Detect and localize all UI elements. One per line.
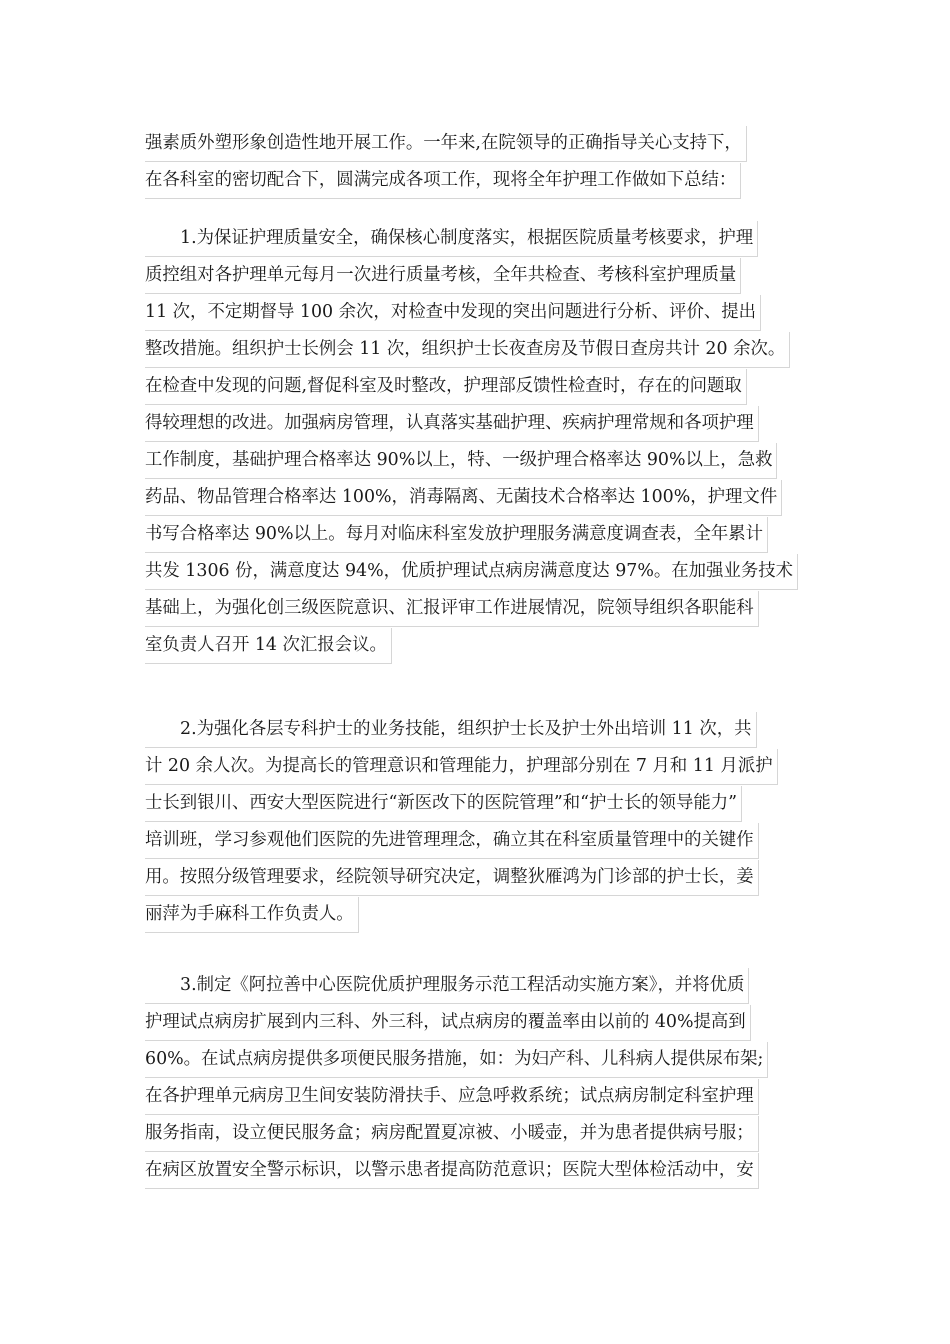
text-line-content: 培训班，学习参观他们医院的先进管理理念，确立其在科室质量管理中的关键作 — [145, 823, 759, 859]
text-line — [145, 1041, 768, 1078]
text-line-content: 在各科室的密切配合下，圆满完成各项工作，现将全年护理工作做如下总结： — [145, 163, 741, 199]
text-line-content: 室负责人召开 14 次汇报会议。 — [145, 628, 392, 664]
text-line-content: 士长到银川、西安大型医院进行“新医改下的医院管理”和“护士长的领导能力” — [145, 786, 742, 822]
text-line-content: 护理试点病房扩展到内三科、外三科，试点病房的覆盖率由以前的 40%提高到 — [145, 1005, 751, 1041]
text-line — [145, 748, 778, 785]
text-line — [145, 785, 778, 822]
text-line-content: 计 20 余人次。为提高长的管理意识和管理能力，护理部分别在 7 月和 11 月派护 — [145, 749, 778, 785]
text-line — [145, 479, 798, 516]
text-line — [145, 1004, 768, 1041]
text-line — [145, 257, 798, 294]
text-line — [145, 1115, 768, 1152]
text-line — [145, 294, 798, 331]
text-line — [145, 896, 778, 933]
text-line-content: 3.制定《阿拉善中心医院优质护理服务示范工程活动实施方案》，并将优质 — [145, 968, 749, 1004]
text-line — [145, 859, 778, 896]
text-line — [145, 442, 798, 479]
text-line-content: 在各护理单元病房卫生间安装防滑扶手、应急呼救系统；试点病房制定科室护理 — [145, 1079, 759, 1115]
text-line-content: 60%。在试点病房提供多项便民服务措施，如：为妇产科、儿科病人提供尿布架; — [145, 1042, 768, 1078]
text-line-content: 工作制度，基础护理合格率达 90%以上，特、一级护理合格率达 90%以上，急救 — [145, 443, 777, 479]
text-line-content: 整改措施。组织护士长例会 11 次，组织护士长夜查房及节假日查房共计 20 余次。 — [145, 332, 790, 368]
text-line — [145, 331, 798, 368]
text-line — [145, 1152, 768, 1189]
text-line-content: 基础上，为强化创三级医院意识、汇报评审工作进展情况，院领导组织各职能科 — [145, 591, 759, 627]
section-3-paragraph — [145, 967, 768, 1189]
text-line — [145, 590, 798, 627]
text-line-content: 服务指南，设立便民服务盒；病房配置夏凉被、小暖壶，并为患者提供病号服； — [145, 1116, 759, 1152]
text-line-content: 用。按照分级管理要求，经院领导研究决定，调整狄雁鸿为门诊部的护士长，姜 — [145, 860, 759, 896]
text-line-content: 1.为保证护理质量安全，确保核心制度落实，根据医院质量考核要求，护理 — [145, 221, 758, 257]
text-line — [145, 1078, 768, 1115]
text-line-content: 药品、物品管理合格率达 100%，消毒隔离、无菌技术合格率达 100%，护理文件 — [145, 480, 782, 516]
intro-paragraph — [145, 125, 747, 199]
text-line-content: 得较理想的改进。加强病房管理，认真落实基础护理、疾病护理常规和各项护理 — [145, 406, 759, 442]
text-line — [145, 368, 798, 405]
text-line-content: 共发 1306 份，满意度达 94%，优质护理试点病房满意度达 97%。在加强业务技术 — [145, 554, 798, 590]
text-line — [145, 553, 798, 590]
text-line-content: 11 次，不定期督导 100 余次，对检查中发现的突出问题进行分析、评价、提出 — [145, 295, 761, 331]
text-line-content: 强素质外塑形象创造性地开展工作。一年来,在院领导的正确指导关心支持下， — [145, 126, 747, 162]
text-line — [145, 516, 798, 553]
text-line-content: 丽萍为手麻科工作负责人。 — [145, 897, 359, 933]
text-line — [145, 162, 747, 199]
text-line-content: 质控组对各护理单元每月一次进行质量考核，全年共检查、考核科室护理质量 — [145, 258, 741, 294]
text-line-content: 在病区放置安全警示标识，以警示患者提高防范意识；医院大型体检活动中，安 — [145, 1153, 759, 1189]
text-line — [145, 711, 778, 748]
text-line — [145, 822, 778, 859]
text-line — [145, 125, 747, 162]
text-line — [145, 220, 798, 257]
section-2-paragraph — [145, 711, 778, 933]
text-line — [145, 967, 768, 1004]
text-line — [145, 627, 798, 664]
section-1-paragraph — [145, 220, 798, 664]
text-line-content: 书写合格率达 90%以上。每月对临床科室发放护理服务满意度调查表，全年累计 — [145, 517, 768, 553]
text-line-content: 在检查中发现的问题,督促科室及时整改，护理部反馈性检查时，存在的问题取 — [145, 369, 747, 405]
text-line-content: 2.为强化各层专科护士的业务技能，组织护士长及护士外出培训 11 次，共 — [145, 712, 757, 748]
text-line — [145, 405, 798, 442]
